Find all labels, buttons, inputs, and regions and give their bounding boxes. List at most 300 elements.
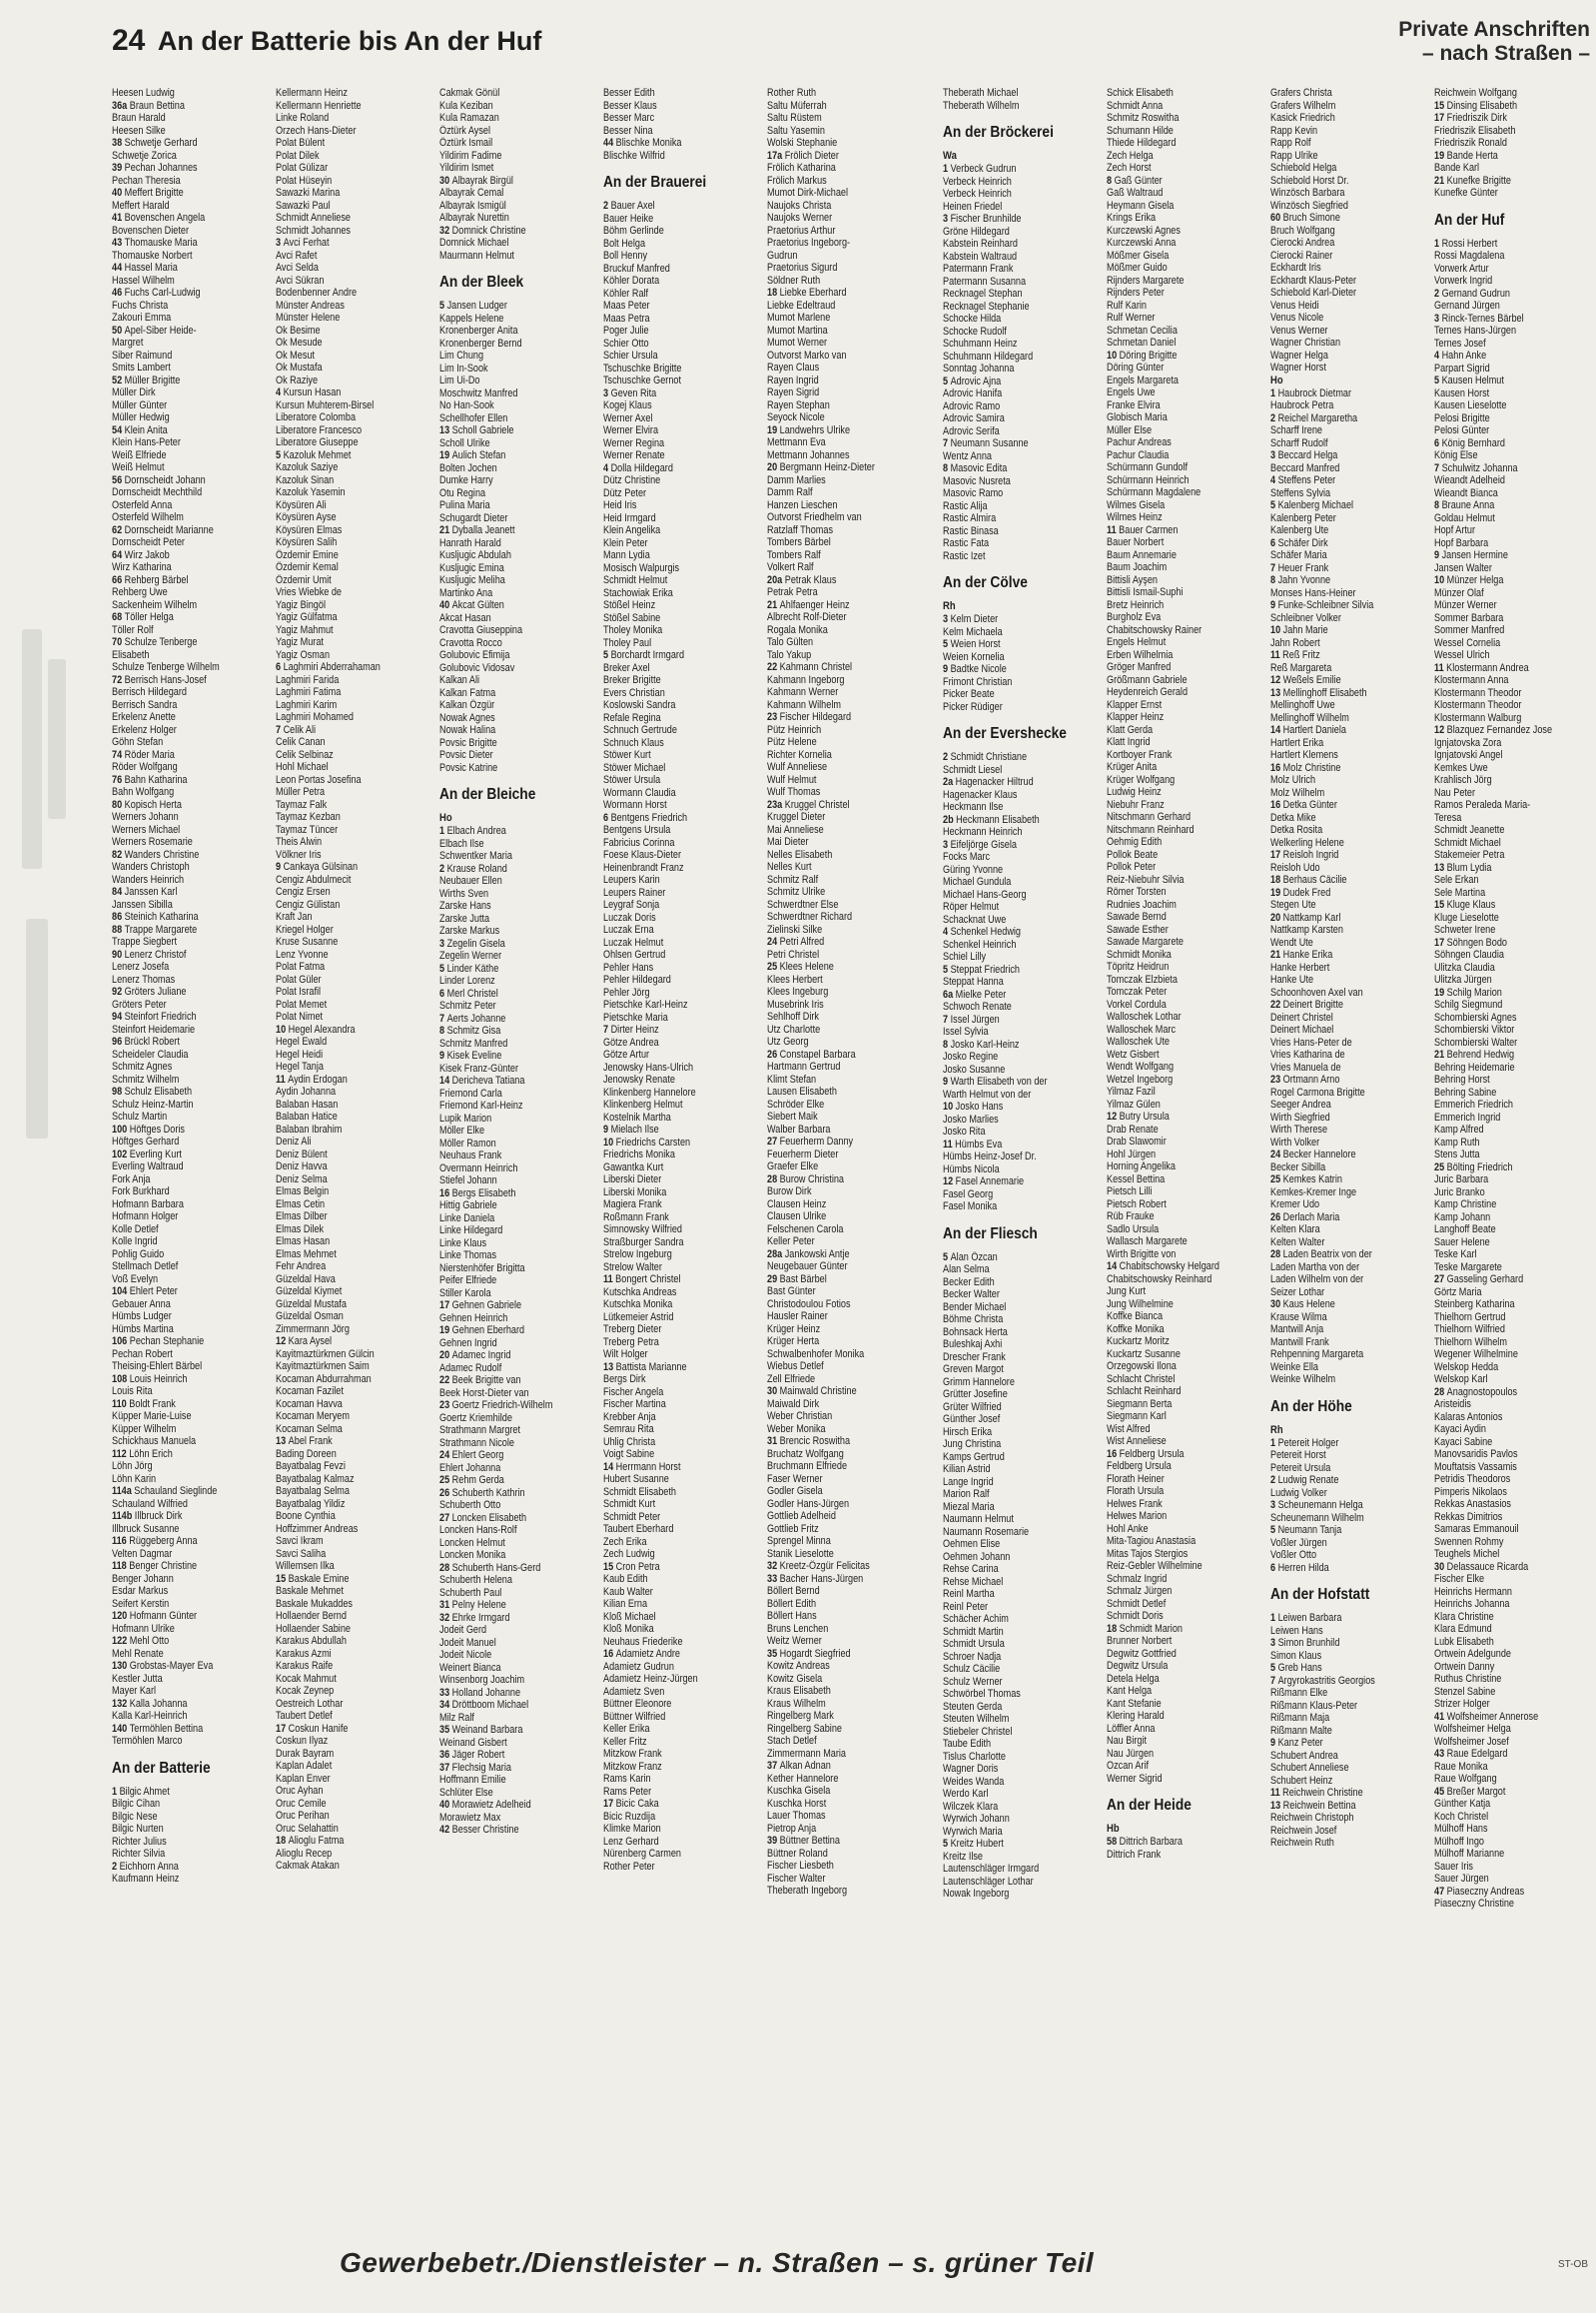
resident-entry: Schickhaus Manuela [112,1435,197,1447]
resident-entry: Werner Renate [603,449,665,461]
resident-entry: Kayitmaztürkmen Gülcin [276,1347,375,1360]
resident-entry: Gernand Jürgen [1434,300,1500,312]
resident-entry: Büttner Wilfried [603,1710,666,1723]
resident-entry: Cakmak Gönül [439,87,500,99]
resident-entry: Picker Rüdiger [943,700,1003,713]
resident-entry: Mayer Karl [112,1685,157,1697]
resident-entry: Taubert Eberhard [603,1523,674,1535]
street-heading: An der Heide [1107,1797,1192,1814]
resident-entry: Kalkan Fatma [439,686,496,699]
resident-entry: Bodenbenner Andre [276,287,358,299]
resident-entry: Jenowsky Hans-Ulrich [603,1061,694,1074]
resident-entry: 5 Greb Hans [1270,1662,1322,1674]
resident-entry: Kelten Walter [1270,1235,1325,1248]
resident-entry: Güzeldal Osman [276,1310,344,1322]
resident-entry: Sawade Esther [1107,923,1169,936]
resident-entry: Nattkamp Karsten [1270,924,1343,936]
resident-entry: 5 Linder Käthe [439,962,499,975]
resident-entry: Böllert Bernd [767,1585,820,1597]
resident-entry: Sele Erkan [1434,874,1479,886]
resident-entry: Emmerich Ingrid [1434,1111,1501,1124]
resident-entry: Wegener Wilhelmine [1434,1348,1518,1360]
resident-entry: Tschuschke Gernot [603,375,681,386]
resident-entry: 11 Reichwein Christine [1270,1787,1363,1799]
resident-entry: Bruns Lenchen [767,1622,829,1635]
resident-entry: Wessel Ulrich [1434,649,1490,661]
resident-entry: Naujoks Werner [767,212,833,224]
resident-entry: Sommer Manfred [1434,624,1505,636]
resident-entry: Cengiz Ersen [276,886,331,898]
resident-entry: Wa [943,150,957,162]
resident-entry: Schuhmann Heinz [943,338,1018,350]
resident-entry: Bruckuf Manfred [603,262,670,275]
resident-entry: Büttner Roland [767,1847,828,1860]
resident-entry: 17 Söhngen Bodo [1434,936,1507,949]
resident-entry: 24 Ehlert Georg [439,1449,504,1461]
resident-entry: Stachowiak Erika [603,586,673,599]
resident-entry: Mößmer Guido [1107,262,1168,274]
resident-entry: Kemkes Uwe [1434,761,1488,774]
resident-entry: 37 Alkan Adnan [767,1760,831,1772]
resident-entry: 118 Benger Christine [112,1560,198,1572]
resident-entry: Schmidt Elisabeth [603,1485,676,1498]
resident-entry: Polat Dilek [276,149,320,162]
resident-entry: 13 Mellinghoff Elisabeth [1270,686,1367,699]
resident-entry: Thomauske Norbert [112,249,193,262]
resident-entry: Kocak Mahmut [276,1672,337,1685]
resident-entry: Ruthus Christine [1434,1673,1502,1685]
resident-entry: Adamietz Gudrun [603,1660,674,1673]
resident-entry: Hollaender Sabine [276,1622,351,1635]
resident-entry: Jung Wilhelmine [1107,1297,1174,1310]
resident-entry: 68 Töller Helga [112,611,174,623]
resident-entry: Zakouri Emma [112,312,172,324]
resident-entry: Sawazki Marina [276,187,341,199]
resident-entry: Ludwig Heinz [1107,786,1162,798]
resident-entry: Pehler Jörg [603,986,650,999]
resident-entry: Picker Beate [943,688,995,700]
resident-entry: Burow Dirk [767,1185,812,1197]
resident-entry: 6 Laghmiri Abderrahaman [276,661,381,673]
resident-entry: 21 Behrend Hedwig [1434,1049,1515,1061]
resident-entry: Strelow Walter [603,1260,662,1273]
resident-entry: Reinl Peter [943,1600,989,1613]
resident-entry: Degwitz Ursula [1107,1660,1169,1672]
resident-entry: Döring Günter [1107,362,1165,374]
resident-entry: Wendt Ute [1270,936,1313,949]
resident-entry: Cakmak Atakan [276,1860,340,1872]
resident-entry: 28 Schuberth Hans-Gerd [439,1561,541,1574]
footer-note: Gewerbebetr./Dienstleister – n. Straßen – s. grüner Teil [340,2247,1095,2278]
resident-entry: Tomczak Elzbieta [1107,973,1178,986]
resident-entry: 15 Dinsing Elisabeth [1434,99,1518,112]
resident-entry: Lautenschläger Irmgard [943,1863,1040,1875]
resident-entry: 19 Aulich Stefan [439,449,506,461]
resident-entry: Hausler Rainer [767,1310,828,1322]
resident-entry: Größmann Gabriele [1107,673,1188,686]
resident-entry: 10 Friedrichs Carsten [603,1136,691,1149]
resident-entry: Peifer Elfriede [439,1274,497,1286]
resident-entry: Rayen Ingrid [767,374,819,386]
resident-entry: Jodeit Nicole [439,1649,492,1661]
resident-entry: Mita-Tagiou Anastasia [1107,1535,1197,1547]
resident-entry: Teske Margarete [1434,1260,1502,1273]
resident-entry: 26 Derlach Maria [1270,1210,1340,1223]
resident-entry: Heckmann Ilse [943,801,1004,813]
resident-entry: Kausen Lieselotte [1434,399,1507,411]
resident-entry: Stiefel Johann [439,1174,497,1186]
resident-entry: Schwalbenhofer Monika [767,1347,865,1360]
resident-entry: Kula Keziban [439,99,493,112]
resident-entry: Rapp Rolf [1270,137,1311,149]
resident-entry: 86 Steinich Katharina [112,911,199,923]
resident-entry: 17 Reisloh Ingrid [1270,849,1339,861]
resident-entry: Sauer Jürgen [1434,1873,1489,1885]
resident-entry: Cierocki Andrea [1270,237,1335,249]
resident-entry: 7 Argyrokastritis Georgios [1270,1674,1375,1687]
resident-entry: Wulf Thomas [767,786,821,798]
resident-entry: Gottlieb Fritz [767,1522,819,1535]
resident-entry: 5 Adrovic Ajna [943,375,1002,387]
resident-entry: Schoonhoven Axel van [1270,986,1363,999]
resident-entry: Reichwein Christoph [1270,1812,1354,1824]
resident-entry: Hirsch Erika [943,1425,993,1438]
resident-entry: Reichwein Josef [1270,1824,1337,1837]
resident-entry: 112 Löhn Erich [112,1447,173,1460]
resident-entry: Maas Petra [603,312,650,325]
resident-entry: Warth Helmut von der [943,1088,1032,1101]
resident-entry: Hofmann Ulrike [112,1622,175,1635]
resident-entry: Schwerdtner Else [767,898,839,911]
resident-entry: Heinrichs Johanna [1434,1598,1510,1610]
resident-entry: 4 Dolla Hildegard [603,461,673,474]
resident-entry: Drab Renate [1107,1123,1159,1136]
resident-entry: Hanzen Lieschen [767,498,838,511]
resident-entry: Stenzel Sabine [1434,1685,1496,1698]
resident-entry: 25 Rehm Gerda [439,1474,504,1486]
resident-entry: Frölich Katharina [767,162,836,174]
resident-entry: Piaseczny Christine [1434,1898,1515,1910]
resident-entry: Heesen Ludwig [112,87,175,99]
resident-entry: Teske Karl [1434,1248,1477,1260]
resident-entry: Theberath Michael [943,87,1019,99]
resident-entry: Schick Elisabeth [1107,87,1174,99]
directory-column [1270,87,1426,2239]
resident-entry: Luczak Helmut [603,936,664,949]
resident-entry: Wirths Sven [439,887,489,900]
resident-entry: Kabstein Waltraud [943,250,1018,263]
resident-entry: Kazoluk Sinan [276,473,335,486]
resident-entry: Schürmann Magdalene [1107,486,1201,498]
resident-entry: 6 Bentgens Friedrich [603,811,688,824]
resident-entry: Hümbs Nicola [943,1162,1000,1175]
resident-entry: Laghmiri Karim [276,698,338,711]
resident-entry: Münzer Olaf [1434,586,1484,599]
resident-entry: 1 Leiwen Barbara [1270,1612,1342,1624]
resident-entry: Gröger Manfred [1107,661,1172,673]
resident-entry: 4 Hahn Anke [1434,350,1487,362]
resident-entry: Nelles Elisabeth [767,848,833,861]
resident-entry: Meffert Harald [112,199,170,212]
resident-entry: Pelosi Günter [1434,424,1490,436]
resident-entry: Schellhofer Ellen [439,411,508,424]
resident-entry: 25 Kemkes Katrin [1270,1173,1342,1185]
resident-entry: Taube Edith [943,1738,992,1750]
resident-entry: Schulz Martin [112,1111,168,1123]
resident-entry: 41 Wolfsheimer Annerose [1434,1710,1539,1723]
resident-entry: 36 Jäger Robert [439,1749,505,1761]
resident-entry: Linder Lorenz [439,975,495,987]
resident-entry: Chabitschowsky Rainer [1107,623,1202,636]
resident-entry: 23a Kruggel Christel [767,798,850,811]
resident-entry: Fischer Liesbeth [767,1860,834,1872]
resident-entry: Oehmen Johann [943,1550,1011,1563]
resident-entry: 33 Bacher Hans-Jürgen [767,1572,864,1585]
resident-entry: Kuckartz Moritz [1107,1335,1170,1347]
resident-entry: 2 Gernand Gudrun [1434,287,1510,300]
resident-entry: Molz Wilhelm [1270,786,1325,799]
resident-entry: Fasel Monika [943,1200,998,1212]
resident-entry: Saltu Müferrah [767,99,827,112]
resident-entry: Steuten Wilhelm [943,1713,1010,1725]
resident-entry: Zech Ludwig [603,1548,655,1560]
resident-entry: Rulf Karin [1107,299,1148,312]
resident-entry: 16 Detka Günter [1270,799,1337,811]
resident-entry: Vries Wiebke de [276,586,343,598]
resident-entry: Utz Georg [767,1036,809,1048]
resident-entry: Elmas Hasan [276,1235,331,1247]
resident-entry: Grüter Wilfried [943,1400,1002,1413]
resident-entry: Rehberg Uwe [112,586,168,598]
resident-entry: 5 Kreitz Hubert [943,1838,1004,1850]
resident-entry: Ok Besime [276,324,321,337]
resident-entry: 32 Kreetz-Özgür Felicitas [767,1560,870,1572]
resident-entry: 42 Besser Christine [439,1824,519,1836]
resident-entry: Walber Barbara [767,1123,831,1136]
resident-entry: Rißmann Klaus-Peter [1270,1699,1358,1712]
resident-entry: Besser Marc [603,112,655,124]
resident-entry: Martinko Ana [439,586,493,599]
resident-entry: Werners Michael [112,823,181,836]
resident-entry: Damm Ralf [767,486,813,498]
resident-entry: Rüb Frauke [1107,1210,1155,1222]
resident-entry: Ignjatovski Angel [1434,749,1503,761]
resident-entry: Chabitschowsky Reinhard [1107,1272,1212,1285]
resident-entry: Lim In-Sook [439,362,488,375]
resident-entry: Parpart Sigrid [1434,362,1490,375]
resident-entry: Neuhaus Frank [439,1150,502,1161]
resident-entry: Liberatore Colomba [276,411,357,423]
resident-entry: Schombierski Agnes [1434,1011,1517,1024]
resident-entry: Keller Fritz [603,1735,647,1748]
resident-entry: Zarske Hans [439,900,491,912]
resident-entry: Yagiz Gülfatma [276,611,338,623]
resident-entry: Kellermann Heinz [276,87,348,99]
resident-entry: Dütz Peter [603,486,647,499]
resident-entry: Mülhoff Ingo [1434,1835,1484,1848]
resident-entry: Kutschka Andreas [603,1285,677,1298]
resident-entry: 114a Schauland Sieglinde [112,1485,218,1497]
resident-entry: Samaras Emmanouil [1434,1523,1519,1535]
resident-entry: 30 Delassauce Ricarda [1434,1560,1529,1573]
resident-entry: Görtz Maria [1434,1285,1482,1298]
resident-entry: Loncken Helmut [439,1536,505,1549]
resident-entry: Koffke Bianca [1107,1310,1164,1322]
resident-entry: Kant Stefanie [1107,1697,1162,1710]
resident-entry: Kahmann Werner [767,686,839,698]
resident-entry: Müller Else [1107,423,1153,436]
resident-entry: 25 Klees Helene [767,961,834,973]
resident-entry: Schnuch Klaus [603,736,664,749]
resident-entry: Löffler Anna [1107,1722,1156,1735]
resident-entry: Keller Peter [767,1235,815,1247]
street-heading: An der Cölve [943,574,1028,591]
resident-entry: Durak Bayram [276,1747,335,1760]
resident-entry: Münster Helene [276,312,341,324]
resident-entry: 64 Wirz Jakob [112,548,170,561]
resident-entry: Klostermann Anna [1434,674,1509,686]
resident-entry: Mumot Werner [767,337,828,349]
resident-entry: 10 Hegel Alexandra [276,1023,356,1036]
resident-entry: Verbeck Heinrich [943,175,1012,188]
resident-entry: Söldner Ruth [767,274,821,287]
resident-entry: Zech Helga [1107,149,1154,162]
resident-entry: Domnick Michael [439,237,509,249]
resident-entry: Willemsen Ilka [276,1560,335,1572]
resident-entry: 20a Petrak Klaus [767,573,837,586]
resident-entry: Klatt Ingrid [1107,736,1151,748]
resident-entry: Mellinghoff Wilhelm [1270,711,1349,724]
resident-entry: 2 Schmidt Christiane [943,751,1028,763]
resident-entry: Orzegowski Ilona [1107,1360,1177,1372]
resident-entry: Florath Ursula [1107,1485,1165,1497]
resident-entry: Kostelnik Martha [603,1111,671,1124]
resident-entry: 18 Liebke Eberhard [767,287,847,299]
resident-entry: 90 Lenerz Christof [112,948,187,961]
resident-entry: Besser Nina [603,124,653,137]
resident-entry: Sawade Margarete [1107,936,1184,948]
resident-entry: Jung Christina [943,1438,1002,1450]
resident-entry: Lausen Elisabeth [767,1086,837,1098]
resident-entry: Musebrink Iris [767,998,824,1011]
resident-entry: 26 Constapel Barbara [767,1048,856,1061]
resident-entry: Helwes Marion [1107,1510,1168,1522]
resident-entry: Michael Gundula [943,876,1012,888]
resident-entry: Gröters Peter [112,998,167,1011]
resident-entry: Klein Peter [603,536,648,549]
resident-entry: Uhlig Christa [603,1435,656,1448]
resident-entry: Hubert Susanne [603,1473,669,1485]
resident-entry: Janssen Sibilla [112,898,173,911]
resident-entry: Kaufmann Heinz [112,1873,180,1885]
resident-entry: Mülhoff Hans [1434,1823,1488,1835]
resident-entry: Hoffzimmer Andreas [276,1522,359,1535]
resident-entry: Möller Ramon [439,1137,496,1150]
resident-entry: Kraft Jan [276,911,313,923]
resident-entry: 11 Aydin Erdogan [276,1073,348,1086]
resident-entry: Werner Axel [603,411,653,424]
resident-entry: Kelten Klara [1270,1223,1320,1235]
resident-entry: Kestler Jutta [112,1672,163,1685]
resident-entry: Wallasch Margarete [1107,1235,1188,1247]
resident-entry: 84 Janssen Karl [112,886,178,898]
street-heading: An der Hofstatt [1270,1586,1370,1603]
resident-entry: Köysüren Ali [276,498,327,511]
resident-entry: Rother Ruth [767,87,817,99]
resident-entry: Sonntag Johanna [943,363,1015,375]
resident-entry: Siebert Maik [767,1111,818,1123]
resident-entry: Friemond Carla [439,1087,502,1100]
resident-entry: Töpritz Heidrun [1107,961,1170,973]
resident-entry: Taubert Detlef [276,1710,333,1722]
resident-entry: 31 Pelny Helene [439,1599,506,1611]
resident-entry: Röper Helmut [943,901,1000,913]
resident-entry: Lim Chung [439,350,484,362]
resident-entry: Linke Klaus [439,1236,487,1249]
resident-entry: Weien Kornelia [943,650,1005,663]
resident-entry: Taymaz Kezban [276,811,341,823]
resident-entry: Fork Anja [112,1172,151,1185]
resident-entry: Schmidt Doris [1107,1610,1164,1622]
resident-entry: Schmitz Wilhelm [112,1073,180,1086]
resident-entry: Ortwein Adelgunde [1434,1648,1511,1660]
resident-entry: Pechan Robert [112,1347,173,1360]
resident-entry: Hohl Anke [1107,1522,1149,1535]
resident-entry: 3 Avci Ferhat [276,237,330,249]
resident-entry: Theberath Wilhelm [943,99,1020,112]
resident-entry: Öztürk Ismail [439,137,493,149]
resident-entry: Wendt Wolfgang [1107,1061,1175,1073]
resident-entry: Schmidt Helmut [603,574,668,586]
resident-entry: 92 Gröters Juliane [112,986,187,998]
resident-entry: 5 Jansen Ludger [439,300,507,312]
resident-entry: 29 Bast Bärbel [767,1272,827,1285]
resident-entry: Cravotta Rocco [439,636,502,649]
resident-entry: Schiebold Helga [1270,162,1337,174]
resident-entry: 13 Battista Marianne [603,1360,687,1373]
resident-entry: Schmidt Peter [603,1510,661,1523]
resident-entry: Weinand Gisbert [439,1736,507,1749]
resident-entry: Hittig Gabriele [439,1199,497,1211]
resident-entry: Leupers Rainer [603,886,666,899]
resident-entry: Deinert Christel [1270,1011,1333,1024]
resident-entry: Becker Sibilla [1270,1160,1326,1173]
resident-entry: Kocak Zeynep [276,1685,335,1697]
resident-entry: Nowak Agnes [439,711,495,724]
resident-entry: Erben Wilhelmia [1107,648,1174,661]
resident-entry: Özdemir Kemal [276,561,339,573]
resident-entry: 9 Mielach Ilse [603,1124,659,1136]
resident-entry: Adrovic Samira [943,412,1005,424]
resident-entry: 21 Kunefke Brigitte [1434,174,1511,187]
resident-entry: Juric Branko [1434,1185,1485,1198]
resident-entry: Schleibner Volker [1270,611,1341,624]
resident-entry: Drab Slawomir [1107,1136,1167,1148]
resident-entry: Josko Rita [943,1126,986,1138]
resident-entry: Wetz Gisbert [1107,1048,1160,1061]
resident-entry: Sawade Bernd [1107,911,1167,923]
resident-entry: Yagiz Osman [276,648,331,661]
resident-entry: Venus Werner [1270,324,1328,337]
resident-entry: Savci Saliha [276,1547,327,1560]
resident-entry: Winzösch Barbara [1270,187,1345,199]
resident-entry: 32 Ehrke Irmgard [439,1611,510,1624]
resident-entry: Ramos Peraleda Maria- [1434,799,1531,811]
resident-entry: Klinkenberg Helmut [603,1099,683,1111]
resident-entry: Mülhoff Marianne [1434,1848,1505,1860]
resident-entry: Kahmann Wilhelm [767,698,841,711]
resident-entry: Oruc Cemile [276,1797,327,1810]
